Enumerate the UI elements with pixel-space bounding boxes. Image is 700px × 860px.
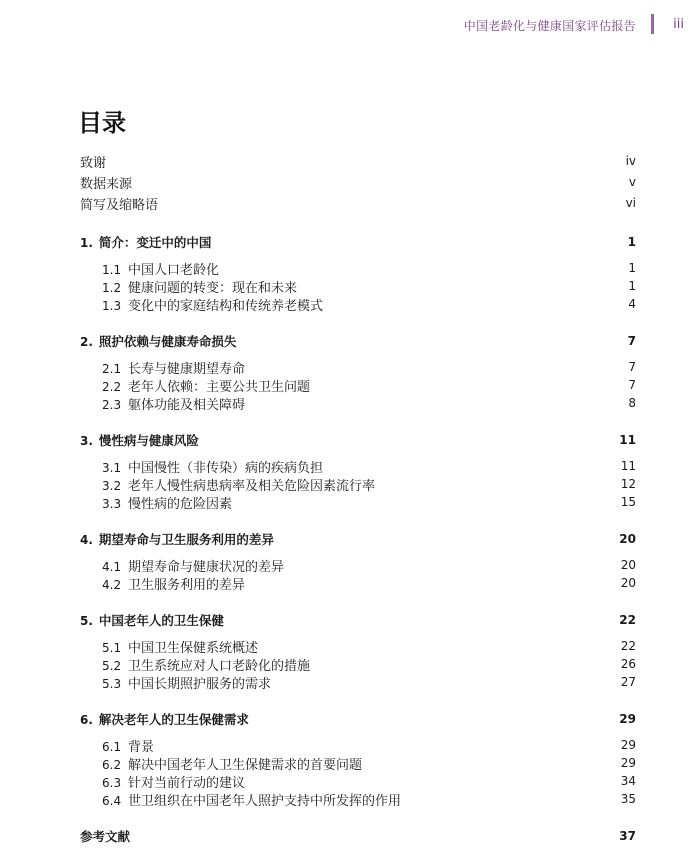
toc-entry-label: 简写及缩略语 — [80, 197, 159, 213]
toc-section-number: 6.4 — [102, 793, 122, 808]
toc-section-2-2[interactable] — [102, 376, 636, 394]
toc-section-title: 变化中的家庭结构和传统养老模式 — [128, 298, 324, 314]
toc-chapter-number: 5. — [80, 614, 93, 628]
toc-entry-page: v — [628, 175, 636, 189]
toc-section-number: 6.1 — [102, 739, 122, 754]
toc-section-number: 2.3 — [102, 397, 122, 412]
toc-entry-label: 致谢 — [80, 155, 107, 171]
toc-chapter-page: 22 — [619, 613, 636, 627]
toc-section-title: 中国卫生保健系统概述 — [128, 640, 259, 656]
toc-section-6-4[interactable] — [102, 790, 636, 808]
toc-section-title: 中国长期照护服务的需求 — [128, 676, 272, 692]
toc-chapter-page: 11 — [619, 433, 636, 447]
toc-chapter-number: 3. — [80, 434, 93, 448]
toc-entry-data-sources[interactable] — [80, 173, 636, 191]
toc-section-page: 8 — [628, 396, 636, 410]
toc-section-page: 1 — [628, 261, 636, 275]
toc-entry-page: 37 — [619, 829, 636, 843]
toc-section-5-3[interactable] — [102, 673, 636, 691]
toc-section-6-1[interactable] — [102, 736, 636, 754]
toc-chapter-title: 期望寿命与卫生服务利用的差异 — [98, 532, 274, 547]
toc-section-4-1[interactable] — [102, 556, 636, 574]
toc-section-title: 背景 — [128, 739, 155, 755]
toc-section-page: 4 — [628, 297, 636, 311]
toc-section-number: 5.3 — [102, 676, 122, 691]
toc-section-page: 7 — [628, 378, 636, 392]
header-divider — [651, 14, 654, 34]
toc-section-number: 6.2 — [102, 757, 122, 772]
toc-section-page: 27 — [620, 675, 636, 689]
toc-heading: 目录 — [78, 109, 126, 137]
toc-section-number: 5.1 — [102, 640, 122, 655]
toc-section-page: 20 — [620, 576, 636, 590]
toc-section-title: 老年人依赖：主要公共卫生问题 — [128, 379, 311, 395]
toc-section-number: 2.1 — [102, 361, 122, 376]
toc-chapter-page: 29 — [619, 712, 636, 726]
report-title: 中国老龄化与健康国家评估报告 — [463, 19, 636, 33]
toc-section-title: 健康问题的转变：现在和未来 — [128, 280, 298, 296]
toc-chapter-number: 6. — [80, 713, 93, 727]
toc-section-title: 中国人口老龄化 — [128, 262, 220, 278]
toc-section-title: 期望寿命与健康状况的差异 — [128, 559, 285, 575]
toc-section-title: 卫生系统应对人口老龄化的措施 — [128, 658, 311, 674]
toc-chapter-page: 7 — [627, 334, 636, 348]
toc-section-title: 解决中国老年人卫生保健需求的首要问题 — [128, 757, 363, 773]
toc-chapter-5[interactable] — [80, 611, 636, 629]
toc-chapter-title: 简介：变迁中的中国 — [98, 235, 212, 250]
toc-section-page: 15 — [620, 495, 636, 509]
toc-chapter-2[interactable] — [80, 332, 636, 350]
toc-chapter-title: 照护依赖与健康寿命损失 — [98, 334, 237, 349]
toc-section-1-1[interactable] — [102, 259, 636, 277]
toc-section-title: 中国慢性（非传染）病的疾病负担 — [128, 460, 324, 476]
toc-section-page: 12 — [620, 477, 636, 491]
toc-section-title: 针对当前行动的建议 — [128, 775, 246, 791]
toc-section-number: 1.2 — [102, 280, 122, 295]
toc-section-3-2[interactable] — [102, 475, 636, 493]
toc-chapter-title: 中国老年人的卫生保健 — [98, 613, 224, 628]
toc-section-page: 20 — [620, 558, 636, 572]
toc-section-number: 1.1 — [102, 262, 122, 277]
toc-chapter-number: 4. — [80, 533, 93, 547]
toc-section-number: 3.2 — [102, 478, 122, 493]
toc-section-1-2[interactable] — [102, 277, 636, 295]
toc-section-number: 5.2 — [102, 658, 122, 673]
toc-entry-references[interactable] — [80, 827, 636, 845]
toc-section-page: 1 — [628, 279, 636, 293]
toc-section-number: 6.3 — [102, 775, 122, 790]
toc-section-6-3[interactable] — [102, 772, 636, 790]
toc-chapter-page: 20 — [619, 532, 636, 546]
page-number: iii — [673, 17, 684, 32]
toc-chapter-6[interactable] — [80, 710, 636, 728]
toc-section-title: 慢性病的危险因素 — [128, 496, 233, 512]
toc-section-5-2[interactable] — [102, 655, 636, 673]
toc-section-3-1[interactable] — [102, 457, 636, 475]
toc-section-1-3[interactable] — [102, 295, 636, 313]
toc-entry-abbreviations[interactable] — [80, 194, 636, 212]
toc-section-number: 3.1 — [102, 460, 122, 475]
toc-entry-acknowledgements[interactable] — [80, 152, 636, 170]
toc-chapter-number: 1. — [80, 236, 93, 250]
toc-chapter-title: 慢性病与健康风险 — [98, 433, 199, 448]
toc-section-title: 世卫组织在中国老年人照护支持中所发挥的作用 — [128, 793, 402, 809]
toc-chapter-3[interactable] — [80, 431, 636, 449]
toc-section-4-2[interactable] — [102, 574, 636, 592]
toc-entry-page: iv — [625, 154, 636, 168]
toc-section-title: 卫生服务利用的差异 — [128, 577, 246, 593]
toc-section-page: 26 — [620, 657, 636, 671]
toc-section-6-2[interactable] — [102, 754, 636, 772]
toc-section-title: 老年人慢性病患病率及相关危险因素流行率 — [128, 478, 376, 494]
toc-section-2-1[interactable] — [102, 358, 636, 376]
toc-section-page: 35 — [620, 792, 636, 806]
toc-chapter-4[interactable] — [80, 530, 636, 548]
toc-section-number: 4.1 — [102, 559, 122, 574]
toc-section-number: 4.2 — [102, 577, 122, 592]
toc-section-page: 22 — [620, 639, 636, 653]
toc-section-page: 29 — [620, 738, 636, 752]
toc-section-number: 2.2 — [102, 379, 122, 394]
toc-section-title: 长寿与健康期望寿命 — [128, 361, 246, 377]
toc-section-page: 29 — [620, 756, 636, 770]
toc-chapter-1[interactable] — [80, 233, 636, 251]
toc-entry-label: 参考文献 — [80, 829, 131, 844]
toc-section-number: 1.3 — [102, 298, 122, 313]
toc-section-5-1[interactable] — [102, 637, 636, 655]
toc-entry-label: 数据来源 — [80, 176, 133, 192]
toc-section-2-3[interactable] — [102, 394, 636, 412]
toc-section-title: 躯体功能及相关障碍 — [128, 397, 246, 413]
toc-chapter-title: 解决老年人的卫生保健需求 — [98, 712, 249, 727]
toc-chapter-number: 2. — [80, 335, 93, 349]
toc-entry-page: vi — [625, 196, 636, 210]
toc-section-page: 34 — [620, 774, 636, 788]
toc-section-number: 3.3 — [102, 496, 122, 511]
toc-section-page: 7 — [628, 360, 636, 374]
toc-chapter-page: 1 — [627, 235, 636, 249]
toc-section-page: 11 — [620, 459, 636, 473]
toc-section-3-3[interactable] — [102, 493, 636, 511]
